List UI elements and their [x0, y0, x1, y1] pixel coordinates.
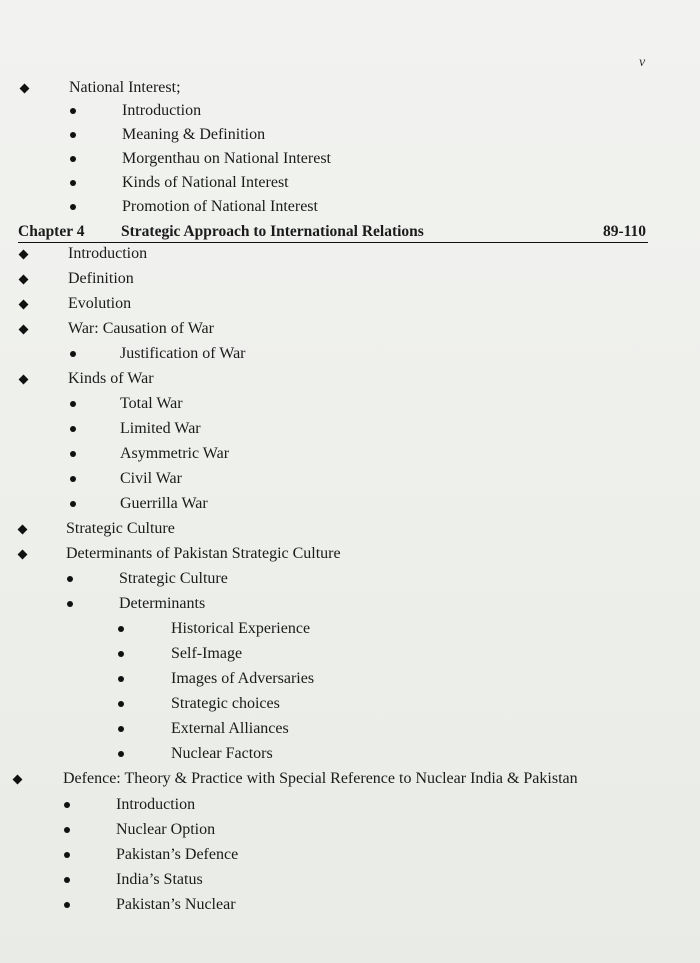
chapter-heading — [18, 222, 648, 243]
round-bullet-icon — [70, 156, 76, 162]
chapter-title: Strategic Approach to International Relations — [121, 223, 424, 240]
round-bullet-icon — [64, 902, 70, 908]
round-bullet-icon — [70, 401, 76, 407]
diamond-bullet-icon — [20, 301, 27, 308]
round-bullet-icon — [70, 204, 76, 210]
round-bullet-icon — [118, 651, 124, 657]
document-page: v National Interest; Introduction Meaning & Definition Morgenthau on National Interest Kinds of National Interest Promotion of National Interest Chapter 4 Strategic Approach to International Relations 89-110 Introduction Definition Evolution War: Causation of War Justification of War Kinds of War Total War Limited War Asymmetric War Civil War Guerrilla War Strategic Culture Determinants of Pakistan Strategic Culture Strategic Culture Determinants Historical Experience Self-Image Images of Adversaries Strategic choices External Alliances Nuclear Factors Defence: Theory & Practice with Special Reference to Nuclear India & Pakistan Introduction Nuclear Option Pakistan’s Defence India’s Status Pakistan’s Nuclear — [0, 0, 700, 963]
round-bullet-icon — [70, 132, 76, 138]
diamond-bullet-icon — [20, 251, 27, 258]
round-bullet-icon — [118, 701, 124, 707]
chapter-pages: 89-110 — [602, 223, 646, 240]
round-bullet-icon — [118, 751, 124, 757]
round-bullet-icon — [67, 601, 73, 607]
round-bullet-icon — [67, 576, 73, 582]
round-bullet-icon — [70, 351, 76, 357]
diamond-bullet-icon — [14, 776, 21, 783]
round-bullet-icon — [118, 626, 124, 632]
round-bullet-icon — [64, 852, 70, 858]
round-bullet-icon — [70, 451, 76, 457]
round-bullet-icon — [70, 108, 76, 114]
round-bullet-icon — [70, 501, 76, 507]
diamond-bullet-icon — [19, 551, 26, 558]
chapter-label: Chapter 4 — [18, 223, 85, 240]
diamond-bullet-icon — [20, 326, 27, 333]
diamond-bullet-icon — [21, 85, 28, 92]
round-bullet-icon — [70, 476, 76, 482]
round-bullet-icon — [118, 726, 124, 732]
diamond-bullet-icon — [20, 376, 27, 383]
diamond-bullet-icon — [19, 526, 26, 533]
round-bullet-icon — [70, 180, 76, 186]
diamond-bullet-icon — [20, 276, 27, 283]
round-bullet-icon — [118, 676, 124, 682]
page-number: v — [639, 55, 646, 70]
round-bullet-icon — [64, 827, 70, 833]
round-bullet-icon — [70, 426, 76, 432]
round-bullet-icon — [64, 802, 70, 808]
round-bullet-icon — [64, 877, 70, 883]
